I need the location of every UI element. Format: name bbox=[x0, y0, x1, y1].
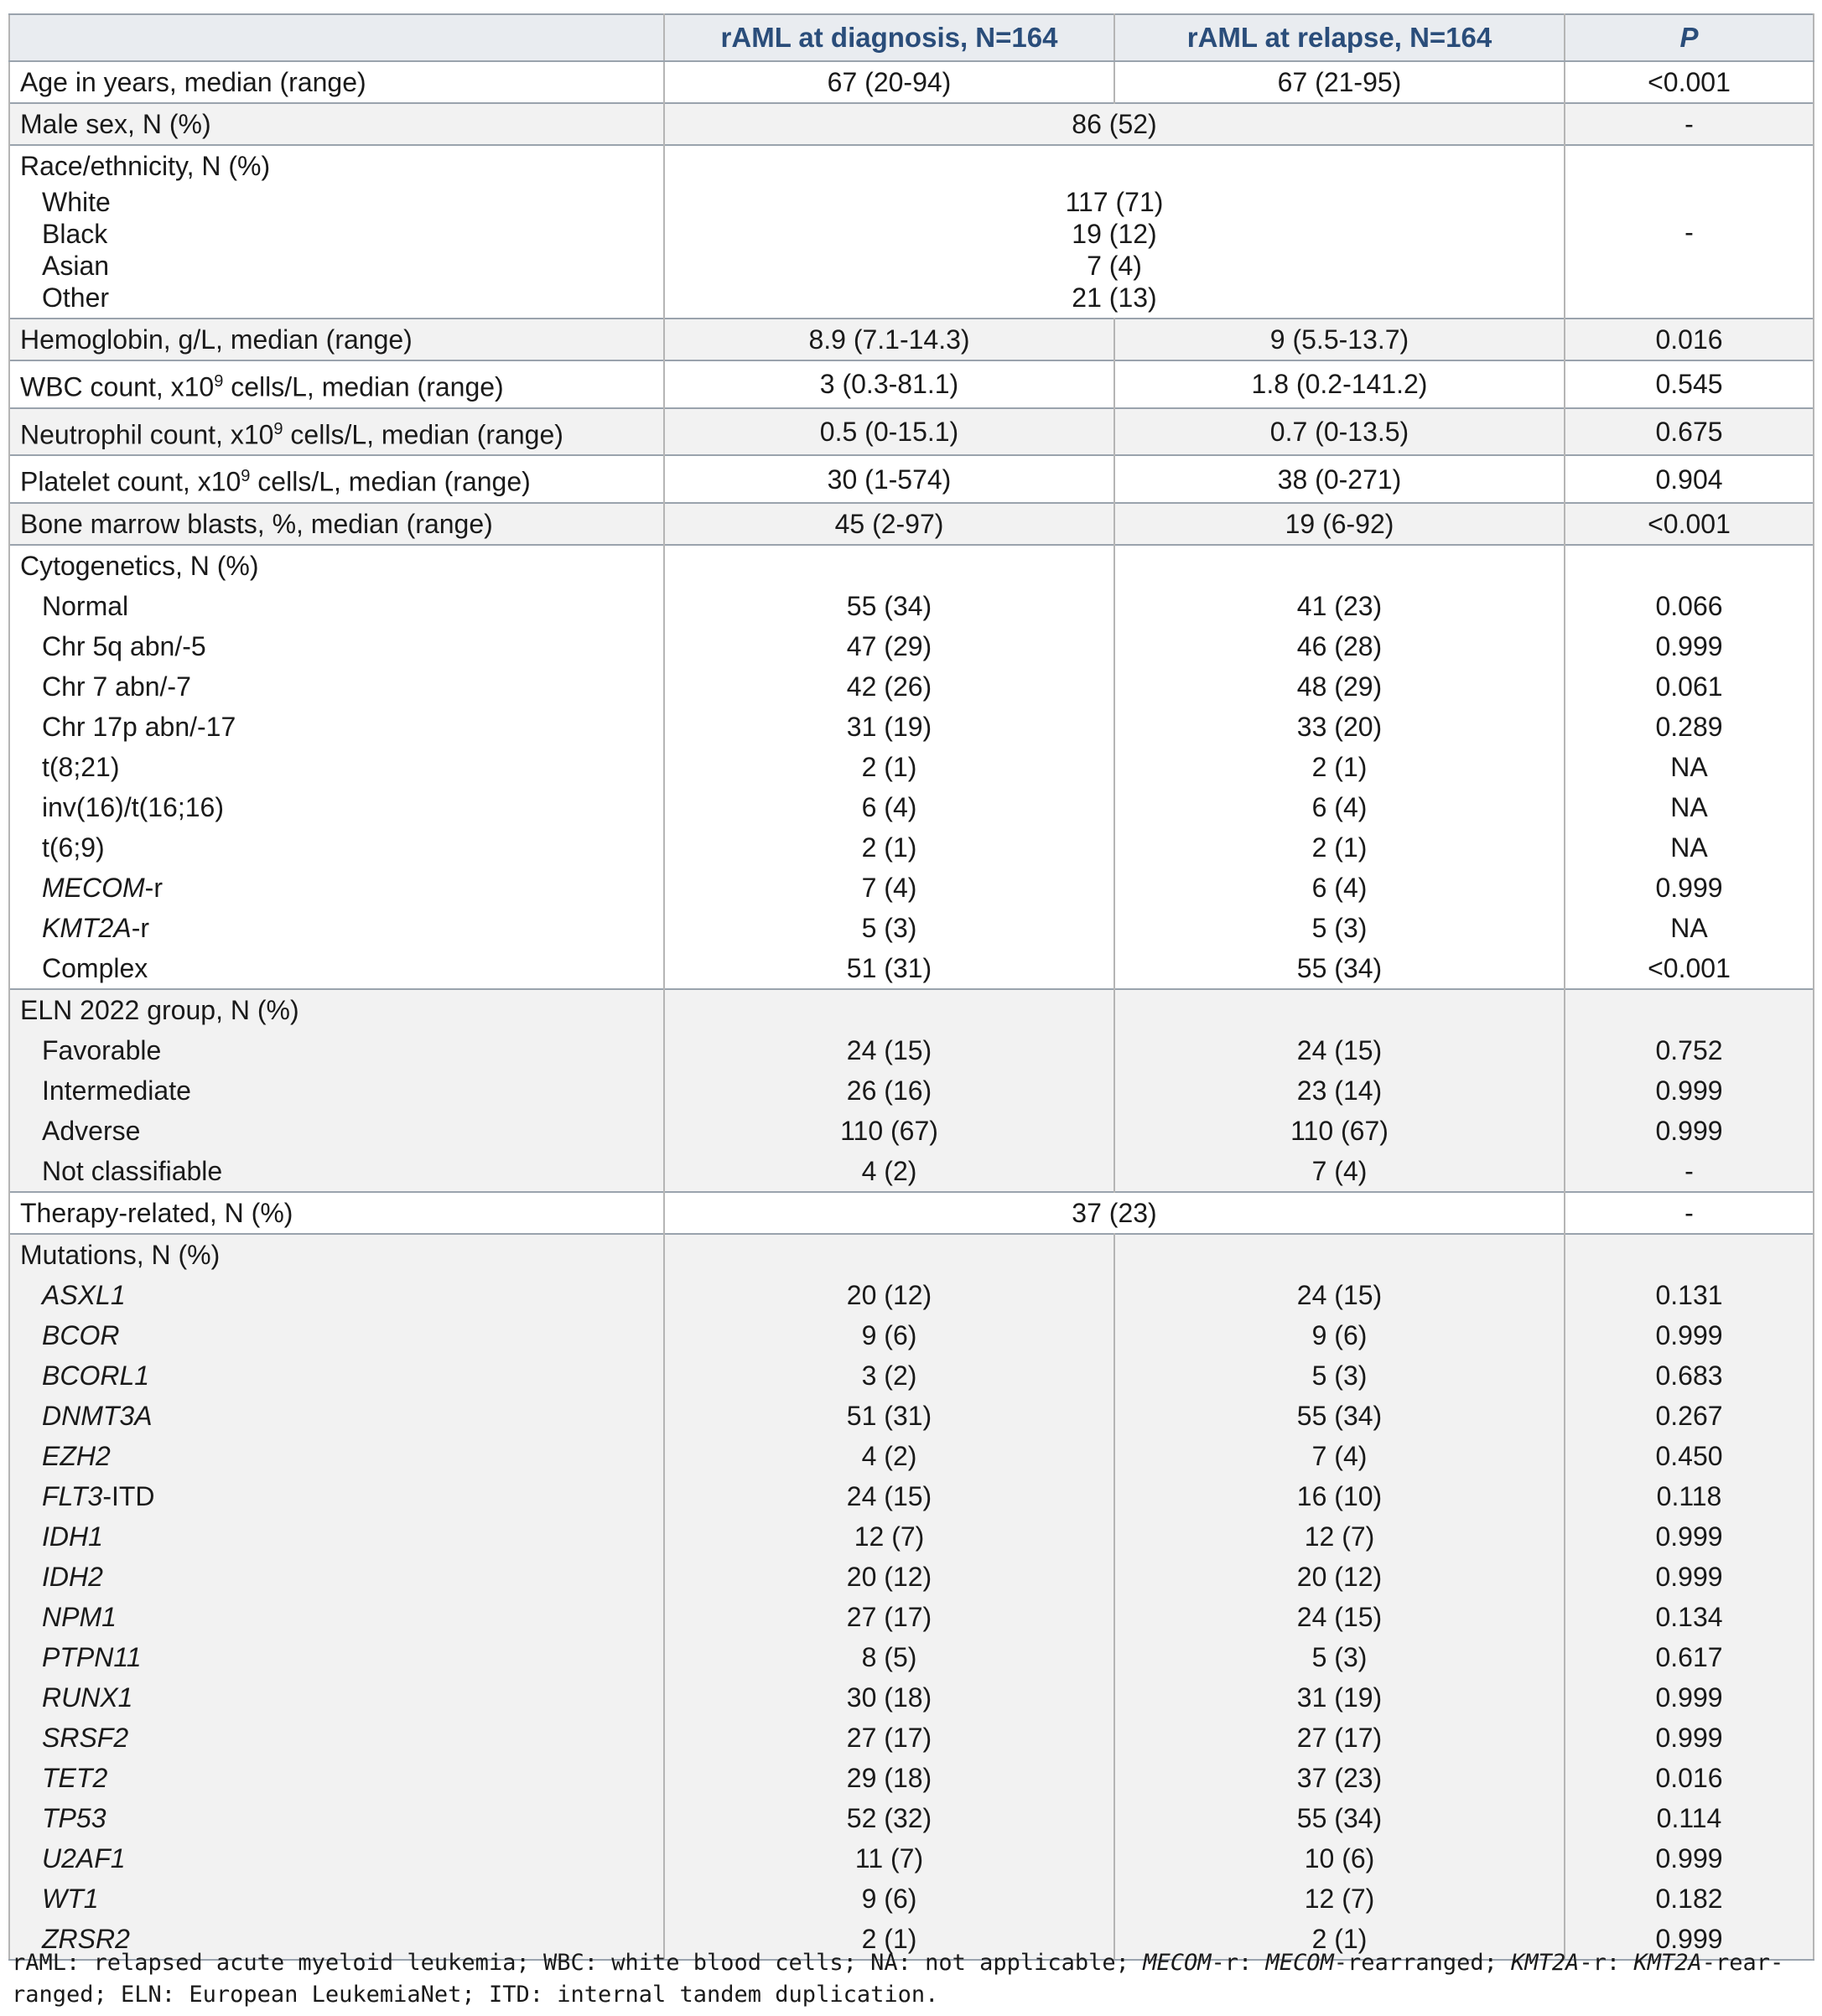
table-row: Favorable 24 (15) 24 (15) 0.752 bbox=[9, 1030, 1814, 1070]
table-row: Other 21 (13) bbox=[9, 282, 1814, 319]
table-row: IDH1 12 (7) 12 (7) 0.999 bbox=[9, 1516, 1814, 1557]
table-row: FLT3-ITD 24 (15) 16 (10) 0.118 bbox=[9, 1476, 1814, 1516]
table-row: Therapy-related, N (%) 37 (23) - bbox=[9, 1192, 1814, 1234]
table-row: inv(16)/t(16;16) 6 (4) 6 (4) NA bbox=[9, 787, 1814, 827]
table-row: ZRSR2 2 (1) 2 (1) 0.999 bbox=[9, 1919, 1814, 1960]
table-row: EZH2 4 (2) 7 (4) 0.450 bbox=[9, 1436, 1814, 1476]
table-row: Adverse 110 (67) 110 (67) 0.999 bbox=[9, 1111, 1814, 1151]
table-row: RUNX1 30 (18) 31 (19) 0.999 bbox=[9, 1677, 1814, 1718]
table-row: Normal 55 (34) 41 (23) 0.066 bbox=[9, 586, 1814, 626]
table-row: BCOR 9 (6) 9 (6) 0.999 bbox=[9, 1315, 1814, 1355]
table-row: Intermediate 26 (16) 23 (14) 0.999 bbox=[9, 1070, 1814, 1111]
header-diagnosis: rAML at diagnosis, N=164 bbox=[664, 14, 1114, 61]
table-row: t(6;9) 2 (1) 2 (1) NA bbox=[9, 827, 1814, 868]
table-row: MECOM-r 7 (4) 6 (4) 0.999 bbox=[9, 868, 1814, 908]
table-row: DNMT3A 51 (31) 55 (34) 0.267 bbox=[9, 1396, 1814, 1436]
table-row: Asian 7 (4) bbox=[9, 250, 1814, 282]
table-row: U2AF1 11 (7) 10 (6) 0.999 bbox=[9, 1838, 1814, 1879]
table-row: PTPN11 8 (5) 5 (3) 0.617 bbox=[9, 1637, 1814, 1677]
header-p-value: P bbox=[1565, 14, 1814, 61]
patient-characteristics-table bbox=[8, 13, 1814, 1961]
table-row: Neutrophil count, $x10^9$ cells/L, median (range) 0.5 (0-15.1) 0.7 (0-13.5) 0.675 bbox=[9, 408, 1814, 456]
table-row: Hemoglobin, g/L, median (range) 8.9 (7.1-14.3) 9 (5.5-13.7) 0.016 bbox=[9, 319, 1814, 360]
table-footnote: rAML: relapsed acute myeloid leukemia; WBC: white blood cells; NA: not applicable; MECOM-r: MECOM-rearranged; KMT2A-r: KMT2A-rear- ranged; ELN: European LeukemiaNet; ITD: internal tandem duplication. bbox=[12, 1950, 1784, 2008]
table-row: Chr 17p abn/-17 31 (19) 33 (20) 0.289 bbox=[9, 707, 1814, 747]
table-row: ELN 2022 group, N (%) bbox=[9, 989, 1814, 1030]
table-row: WBC count, $x10^9$ cells/L, median (range) 3 (0.3-81.1) 1.8 (0.2-141.2) 0.545 bbox=[9, 360, 1814, 408]
table-row: KMT2A-r 5 (3) 5 (3) NA bbox=[9, 908, 1814, 948]
table-row: NPM1 27 (17) 24 (15) 0.134 bbox=[9, 1597, 1814, 1637]
table-row: Race/ethnicity, N (%) - bbox=[9, 145, 1814, 186]
table-row: Male sex, N (%) 86 (52) - bbox=[9, 103, 1814, 145]
table-header-row bbox=[9, 14, 1814, 61]
table-row: WT1 9 (6) 12 (7) 0.182 bbox=[9, 1879, 1814, 1919]
table-row: Platelet count, $x10^9$ cells/L, median (range) 30 (1-574) 38 (0-271) 0.904 bbox=[9, 455, 1814, 503]
table-row: TET2 29 (18) 37 (23) 0.016 bbox=[9, 1758, 1814, 1798]
table-row: ASXL1 20 (12) 24 (15) 0.131 bbox=[9, 1275, 1814, 1315]
table-row: IDH2 20 (12) 20 (12) 0.999 bbox=[9, 1557, 1814, 1597]
table-row: SRSF2 27 (17) 27 (17) 0.999 bbox=[9, 1718, 1814, 1758]
table-row: Age in years, median (range) 67 (20-94) 67 (21-95) <0.001 bbox=[9, 61, 1814, 103]
table-row: BCORL1 3 (2) 5 (3) 0.683 bbox=[9, 1355, 1814, 1396]
table-row: Bone marrow blasts, %, median (range) 45 (2-97) 19 (6-92) <0.001 bbox=[9, 503, 1814, 545]
table-row: Mutations, N (%) bbox=[9, 1234, 1814, 1275]
table-row: Complex 51 (31) 55 (34) <0.001 bbox=[9, 948, 1814, 989]
table-row: Black 19 (12) bbox=[9, 218, 1814, 250]
table-row: White 117 (71) bbox=[9, 186, 1814, 218]
table-row: Chr 5q abn/-5 47 (29) 46 (28) 0.999 bbox=[9, 626, 1814, 666]
table-row: Chr 7 abn/-7 42 (26) 48 (29) 0.061 bbox=[9, 666, 1814, 707]
header-variable bbox=[9, 14, 664, 61]
table-row: t(8;21) 2 (1) 2 (1) NA bbox=[9, 747, 1814, 787]
table-row: Not classifiable 4 (2) 7 (4) - bbox=[9, 1151, 1814, 1192]
table-row: TP53 52 (32) 55 (34) 0.114 bbox=[9, 1798, 1814, 1838]
race-p-value: - bbox=[1565, 145, 1814, 319]
table-row: Cytogenetics, N (%) bbox=[9, 545, 1814, 586]
header-relapse: rAML at relapse, N=164 bbox=[1114, 14, 1565, 61]
